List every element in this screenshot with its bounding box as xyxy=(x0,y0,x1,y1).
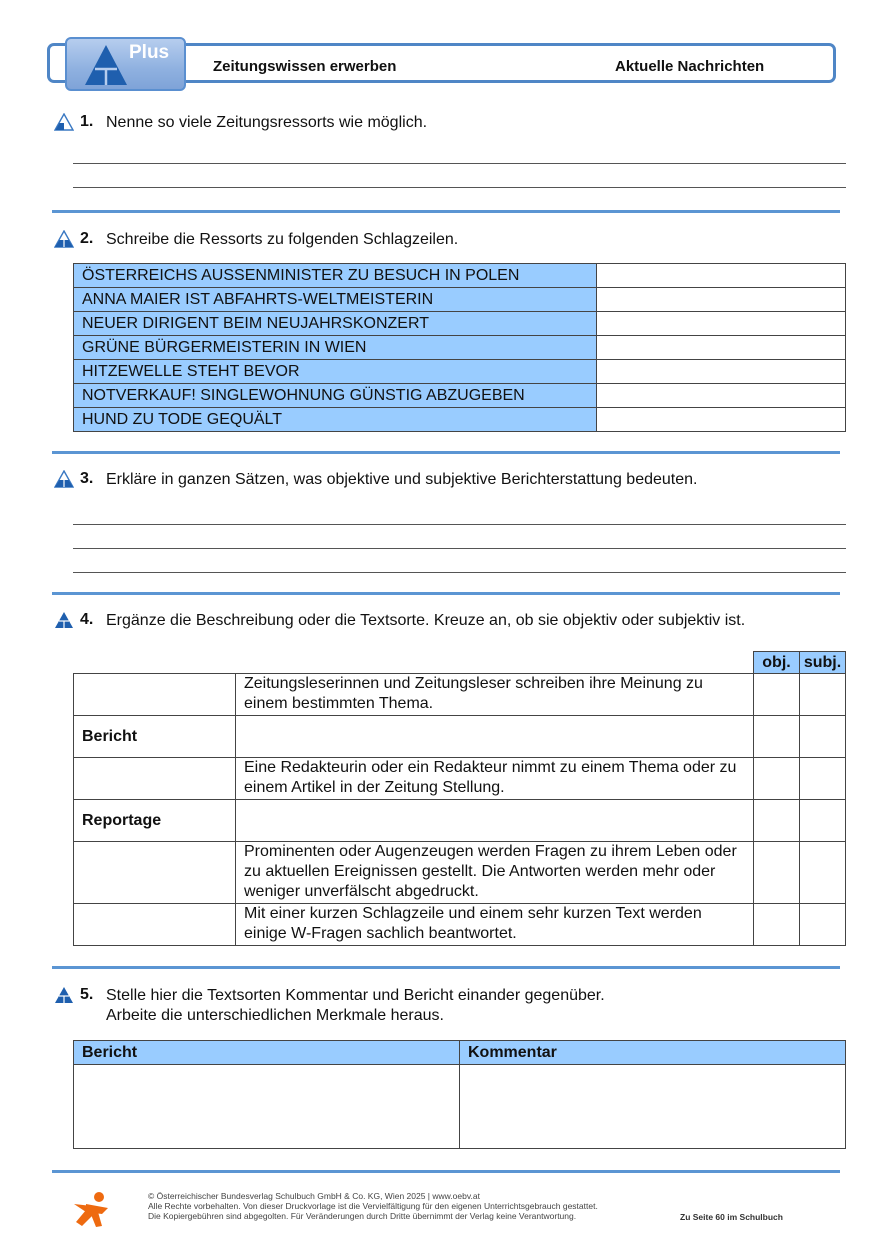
subjective-checkbox[interactable] xyxy=(800,674,846,716)
task-4 xyxy=(54,611,745,631)
table-row xyxy=(74,1065,846,1149)
worksheet-title: Zeitungswissen erwerben xyxy=(213,58,397,75)
textsorte-cell[interactable] xyxy=(74,904,236,946)
headline-cell: NEUER DIRIGENT BEIM NEUJAHRSKONZERT xyxy=(74,312,597,336)
column-header-subjective: subj. xyxy=(800,652,846,674)
objective-checkbox[interactable] xyxy=(754,904,800,946)
comparison-table xyxy=(73,1040,846,1149)
copyright-line: Alle Rechte vorbehalten. Von dieser Druckvorlage ist die Vervielfältigung für den eigenen Unterrichtsgebrauch gestattet. xyxy=(148,1201,598,1211)
answer-line[interactable] xyxy=(73,548,846,549)
ressort-answer-cell[interactable] xyxy=(597,264,846,288)
subjective-checkbox[interactable] xyxy=(800,904,846,946)
textsorte-cell[interactable] xyxy=(74,758,236,800)
task-number: 1. xyxy=(80,113,94,130)
table-row xyxy=(74,842,846,904)
textsorte-cell[interactable] xyxy=(74,674,236,716)
table-row xyxy=(74,264,846,288)
ressort-answer-cell[interactable] xyxy=(597,288,846,312)
kommentar-answer-cell[interactable] xyxy=(460,1065,846,1149)
table-row xyxy=(74,800,846,842)
objective-checkbox[interactable] xyxy=(754,842,800,904)
level-1-icon xyxy=(54,113,74,131)
task-3 xyxy=(54,470,697,490)
table-row xyxy=(74,384,846,408)
copyright-line: Die Kopiergebühren sind abgegolten. Für Veränderungen durch Dritte übernimmt der Verlag keine Verantwortung. xyxy=(148,1211,577,1221)
subjective-checkbox[interactable] xyxy=(800,716,846,758)
section-divider xyxy=(52,1170,840,1173)
task-instruction: Ergänze die Beschreibung oder die Textsorte. Kreuze an, ob sie objektiv oder subjektiv ist. xyxy=(106,612,746,629)
table-header-row xyxy=(74,652,846,674)
answer-line[interactable] xyxy=(73,187,846,188)
section-divider xyxy=(52,451,840,454)
table-row xyxy=(74,408,846,432)
textsorten-table xyxy=(73,651,846,946)
answer-line[interactable] xyxy=(73,572,846,573)
description-cell: Eine Redakteurin oder ein Redakteur nimmt zu einem Thema oder zu einem Artikel in der Zeitung Stellung. xyxy=(236,758,754,800)
task-number: 2. xyxy=(80,230,94,247)
level-3-icon xyxy=(54,986,74,1004)
ressort-answer-cell[interactable] xyxy=(597,312,846,336)
level-3-icon xyxy=(54,611,74,629)
section-divider xyxy=(52,210,840,213)
ressort-answer-cell[interactable] xyxy=(597,336,846,360)
worksheet-topic: Aktuelle Nachrichten xyxy=(615,58,765,75)
headline-cell: ÖSTERREICHS AUSSENMINISTER ZU BESUCH IN POLEN xyxy=(74,264,597,288)
table-row xyxy=(74,904,846,946)
description-cell[interactable] xyxy=(236,716,754,758)
subjective-checkbox[interactable] xyxy=(800,842,846,904)
table-row xyxy=(74,360,846,384)
description-cell: Mit einer kurzen Schlagzeile und einem sehr kurzen Text werden einige W-Fragen sachlich beantwortet. xyxy=(236,904,754,946)
section-divider xyxy=(52,592,840,595)
column-header-objective: obj. xyxy=(754,652,800,674)
table-row xyxy=(74,674,846,716)
copyright-line: © Österreichischer Bundesverlag Schulbuch GmbH & Co. KG, Wien 2025 | www.oebv.at xyxy=(148,1191,480,1201)
task-2 xyxy=(54,230,458,250)
level-2-icon xyxy=(54,230,74,248)
objective-checkbox[interactable] xyxy=(754,800,800,842)
column-header-bericht: Bericht xyxy=(74,1041,460,1065)
table-row xyxy=(74,758,846,800)
task-number: 3. xyxy=(80,470,94,487)
table-row xyxy=(74,336,846,360)
headlines-table xyxy=(73,263,846,432)
task-instruction: Nenne so viele Zeitungsressorts wie möglich. xyxy=(106,114,428,131)
table-row xyxy=(74,288,846,312)
publisher-logo-icon xyxy=(72,1190,110,1228)
objective-checkbox[interactable] xyxy=(754,716,800,758)
task-number: 5. xyxy=(80,986,94,1003)
level-2-icon xyxy=(54,470,74,488)
column-header-kommentar: Kommentar xyxy=(460,1041,846,1065)
subjective-checkbox[interactable] xyxy=(800,758,846,800)
logo-label: Plus xyxy=(129,42,170,63)
task-1 xyxy=(54,113,427,133)
ressort-answer-cell[interactable] xyxy=(597,360,846,384)
description-cell[interactable] xyxy=(236,800,754,842)
section-divider xyxy=(52,966,840,969)
ressort-answer-cell[interactable] xyxy=(597,408,846,432)
description-cell: Prominenten oder Augenzeugen werden Fragen zu ihrem Leben oder zu aktuellen Ereignissen gestellt. Die Antworten werden mehr oder weniger unverfälscht abgedruckt. xyxy=(236,842,754,904)
copyright-notice xyxy=(148,1191,598,1221)
description-cell: Zeitungsleserinnen und Zeitungsleser schreiben ihre Meinung zu einem bestimmten Thema. xyxy=(236,674,754,716)
headline-cell: HITZEWELLE STEHT BEVOR xyxy=(74,360,597,384)
table-header-row xyxy=(74,1041,846,1065)
textsorte-cell[interactable] xyxy=(74,842,236,904)
plus-logo xyxy=(65,37,186,91)
objective-checkbox[interactable] xyxy=(754,758,800,800)
table-row xyxy=(74,312,846,336)
task-5 xyxy=(54,986,605,1026)
task-instruction-line: Arbeite die unterschiedlichen Merkmale heraus. xyxy=(106,1007,444,1024)
task-instruction: Schreibe die Ressorts zu folgenden Schlagzeilen. xyxy=(106,231,459,248)
task-instruction: Erkläre in ganzen Sätzen, was objektive und subjektive Berichterstattung bedeuten. xyxy=(106,471,698,488)
ressort-answer-cell[interactable] xyxy=(597,384,846,408)
textsorte-cell: Reportage xyxy=(74,800,236,842)
textsorte-cell: Bericht xyxy=(74,716,236,758)
bericht-answer-cell[interactable] xyxy=(74,1065,460,1149)
headline-cell: NOTVERKAUF! SINGLEWOHNUNG GÜNSTIG ABZUGEBEN xyxy=(74,384,597,408)
schoolbook-page-reference: Zu Seite 60 im Schulbuch xyxy=(680,1212,783,1222)
table-row xyxy=(74,716,846,758)
headline-cell: GRÜNE BÜRGERMEISTERIN IN WIEN xyxy=(74,336,597,360)
answer-line[interactable] xyxy=(73,163,846,164)
headline-cell: HUND ZU TODE GEQUÄLT xyxy=(74,408,597,432)
pyramid-icon xyxy=(83,43,129,87)
answer-line[interactable] xyxy=(73,524,846,525)
objective-checkbox[interactable] xyxy=(754,674,800,716)
headline-cell: ANNA MAIER IST ABFAHRTS-WELTMEISTERIN xyxy=(74,288,597,312)
subjective-checkbox[interactable] xyxy=(800,800,846,842)
task-instruction xyxy=(106,986,605,1026)
task-instruction-line: Stelle hier die Textsorten Kommentar und Bericht einander gegenüber. xyxy=(106,987,605,1004)
task-number: 4. xyxy=(80,611,94,628)
